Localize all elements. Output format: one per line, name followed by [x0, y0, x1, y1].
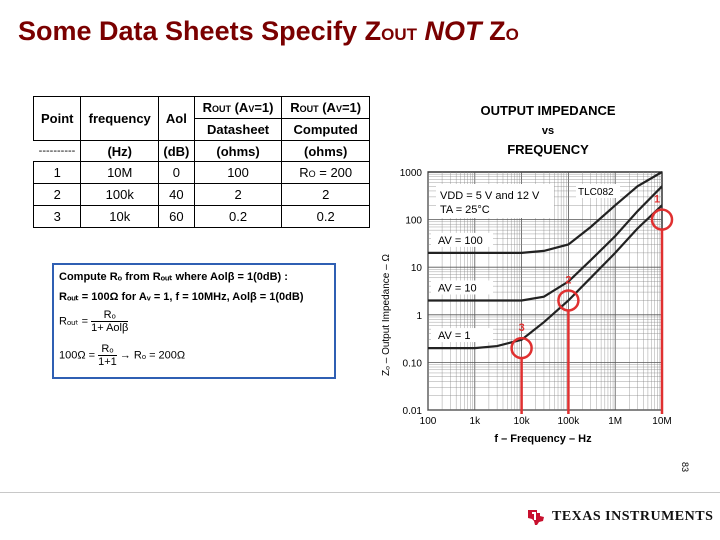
cell-point: 3: [34, 206, 81, 228]
title-not: NOT: [424, 16, 482, 46]
cell-aol: 60: [158, 206, 194, 228]
ti-logo-icon: [526, 507, 546, 527]
cell-point: 2: [34, 184, 81, 206]
formula-box: [52, 263, 336, 379]
y-tick-label: 100: [405, 215, 422, 227]
table-row: [34, 162, 370, 184]
units-ohms-computed: (ohms): [282, 140, 370, 162]
header-computed: Computed: [282, 118, 370, 140]
cell-computed: RO = 200: [282, 162, 370, 184]
header-datasheet: Datasheet: [194, 118, 282, 140]
formula-line-1: Compute Rₒ from Rₒᵤₜ where Aolβ = 1(0dB) :: [59, 271, 288, 283]
cell-frequency: 100k: [81, 184, 158, 206]
slide-title: [18, 16, 519, 47]
title-z: Z: [489, 16, 506, 46]
table-header-row: [34, 97, 370, 119]
x-tick-label: 1M: [608, 416, 623, 427]
header-rout-computed: ROUT (AV=1): [282, 97, 370, 119]
title-text: Some Data Sheets Specify Z: [18, 16, 382, 46]
formula-line-2: Rₒᵤₜ = 100Ω for Aᵥ = 1, f = 10MHz, Aolβ = 1(0dB): [59, 291, 304, 303]
chart-title-line2: vs: [541, 125, 555, 137]
cell-frequency: 10M: [81, 162, 158, 184]
marker-label: 1: [654, 193, 661, 206]
fraction-2: $\frac{\text{Rₒ}}{1+1}$: [98, 343, 117, 368]
conditions-label: VDD = 5 V and 12 V: [440, 190, 540, 202]
rout-label: Rₒᵤₜ =: [59, 315, 92, 328]
x-tick-label: 10M: [652, 416, 672, 427]
series-label: AV = 1: [438, 330, 471, 343]
x-tick-label: 100: [419, 416, 437, 427]
y-tick-label: 0.01: [402, 406, 422, 417]
x-tick-label: 100k: [557, 416, 580, 427]
cell-computed: 2: [282, 184, 370, 206]
y-tick-label: 1000: [399, 168, 422, 179]
x-tick-label: 10k: [513, 416, 530, 427]
brand-name: TEXAS INSTRUMENTS: [552, 509, 714, 524]
header-frequency: frequency: [81, 97, 158, 141]
header-rout-datasheet: ROUT (AV=1): [194, 97, 282, 119]
units-ohms-datasheet: (ohms): [194, 140, 282, 162]
header-aol: Aol: [158, 97, 194, 141]
y-tick-label: 0.10: [402, 358, 422, 370]
impedance-chart: [380, 95, 680, 450]
units-hz: (Hz): [81, 140, 158, 162]
formula-line-4: [59, 343, 185, 368]
cell-aol: 40: [158, 184, 194, 206]
chart-title-line3: FREQUENCY: [507, 142, 589, 157]
ti-brand: [526, 507, 713, 527]
y-axis-label: Zₒ – Output Impedance – Ω: [381, 254, 392, 376]
cell-point: 1: [34, 162, 81, 184]
y-tick-label: 1: [416, 310, 422, 322]
cell-datasheet: 2: [194, 184, 282, 206]
marker-label: 2: [565, 274, 572, 287]
cell-frequency: 10k: [81, 206, 158, 228]
fraction-1: $\frac{\text{Rₒ}}{\text{1+ Aolβ}}$: [91, 309, 129, 334]
plot-area: [400, 168, 672, 427]
x-tick-label: 1k: [469, 416, 481, 427]
conditions-label: TA = 25°C: [440, 204, 490, 216]
formula-line-3: [59, 309, 128, 334]
units-db: (dB): [158, 140, 194, 162]
table-row: [34, 206, 370, 228]
units-dashes: ----------: [34, 140, 81, 162]
title-sub-o: O: [505, 25, 519, 44]
series-label: AV = 10: [438, 282, 477, 295]
header-point: Point: [34, 97, 81, 141]
equation-result: → Rₒ = 200Ω: [119, 349, 186, 362]
y-tick-label: 10: [410, 263, 422, 275]
x-axis-label: f – Frequency – Hz: [494, 433, 592, 445]
table-row: [34, 184, 370, 206]
cell-datasheet: 100: [194, 162, 282, 184]
impedance-table: [33, 96, 370, 228]
footer-divider: [0, 492, 720, 493]
series-label: AV = 100: [438, 234, 483, 247]
table-units-row: [34, 140, 370, 162]
cell-computed: 0.2: [282, 206, 370, 228]
page-number: 83: [680, 461, 691, 473]
marker-label: 3: [518, 322, 525, 335]
chart-title-line1: OUTPUT IMPEDANCE: [480, 103, 616, 118]
equation-lhs: 100Ω =: [59, 349, 99, 362]
device-label: TLC082: [578, 187, 614, 198]
title-sub-out: OUT: [381, 25, 418, 44]
cell-datasheet: 0.2: [194, 206, 282, 228]
cell-aol: 0: [158, 162, 194, 184]
